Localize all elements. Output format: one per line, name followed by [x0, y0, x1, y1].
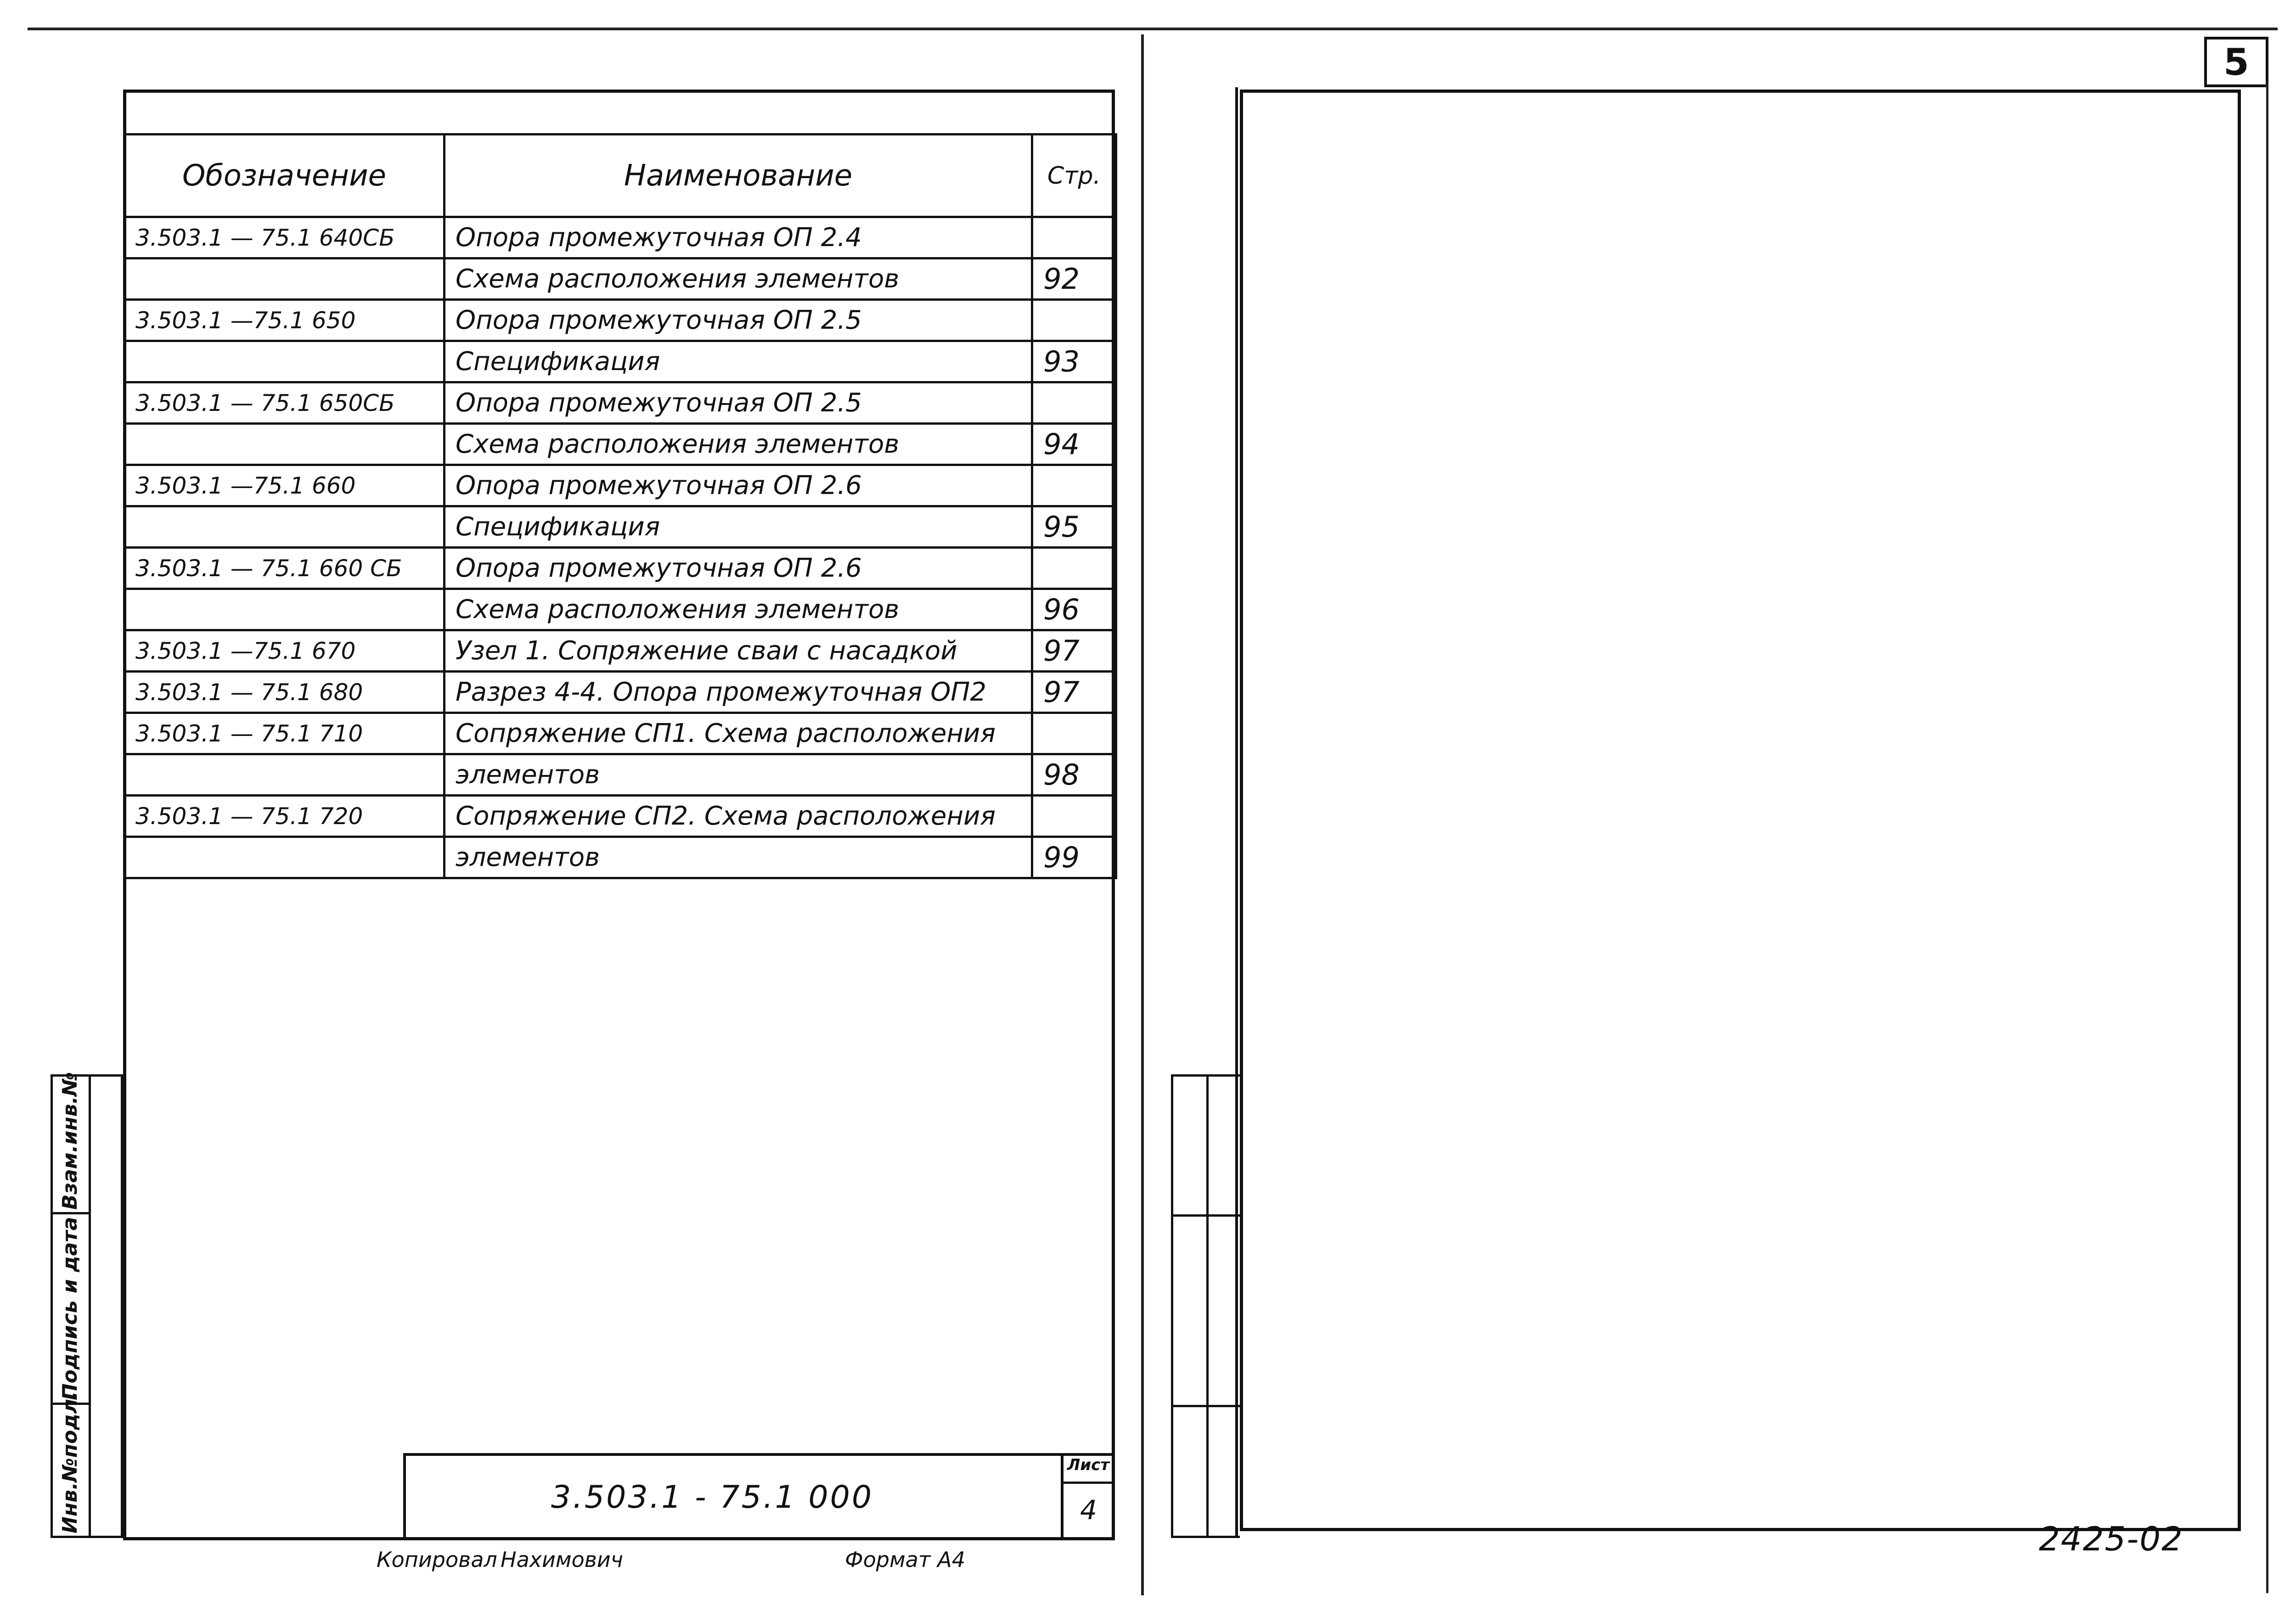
row-page: 97 — [1032, 672, 1116, 713]
row-name: элементов — [445, 837, 1032, 878]
page-number: 5 — [2204, 37, 2268, 87]
sheet-box-separator — [1064, 1482, 1115, 1484]
row-name: Схема расположения элементов — [445, 258, 1032, 300]
row-page — [1032, 217, 1116, 258]
row-name: Разрез 4-4. Опора промежуточная ОП2 — [445, 672, 1032, 713]
row-name: Опора промежуточная ОП 2.6 — [445, 465, 1032, 506]
table-row — [124, 630, 1116, 672]
table-row — [124, 754, 1116, 796]
row-page: 97 — [1032, 630, 1116, 672]
contents-table — [123, 133, 1117, 879]
row-page: 94 — [1032, 424, 1116, 465]
table-row — [124, 465, 1116, 506]
row-page — [1032, 465, 1116, 506]
row-designation — [124, 837, 445, 878]
row-name: Спецификация — [445, 506, 1032, 548]
row-designation — [124, 754, 445, 796]
row-designation: 3.503.1 — 75.1 710 — [124, 713, 445, 754]
archive-number: 2425-02 — [2039, 1520, 2183, 1558]
table-row — [124, 258, 1116, 300]
row-name: Схема расположения элементов — [445, 424, 1032, 465]
row-page — [1032, 713, 1116, 754]
right-side-stamp — [1171, 1074, 1240, 1538]
row-page: 95 — [1032, 506, 1116, 548]
row-page — [1032, 796, 1116, 837]
contents-header-row — [124, 135, 1116, 217]
row-name: Сопряжение СП2. Схема расположения — [445, 796, 1032, 837]
table-row — [124, 341, 1116, 382]
row-page: 96 — [1032, 589, 1116, 630]
table-row — [124, 506, 1116, 548]
row-page: 99 — [1032, 837, 1116, 878]
stamp-replacement-inventory: Взам.инв.№ — [58, 1072, 82, 1210]
stamp-signature-date: Подпись и дата — [58, 1217, 82, 1400]
row-designation: 3.503.1 —75.1 650 — [124, 300, 445, 341]
row-name: Спецификация — [445, 341, 1032, 382]
table-row — [124, 424, 1116, 465]
sheet-number-box — [1061, 1453, 1115, 1540]
row-page: 98 — [1032, 754, 1116, 796]
table-row — [124, 796, 1116, 837]
header-page: Стр. — [1032, 135, 1116, 217]
header-designation: Обозначение — [124, 135, 445, 217]
row-name: Опора промежуточная ОП 2.5 — [445, 300, 1032, 341]
row-designation: 3.503.1 — 75.1 640СБ — [124, 217, 445, 258]
row-name: элементов — [445, 754, 1032, 796]
right-stamp-divider — [1206, 1077, 1209, 1536]
top-rule — [28, 28, 2278, 30]
row-designation — [124, 341, 445, 382]
row-designation — [124, 589, 445, 630]
right-stamp-line-2 — [1173, 1405, 1242, 1407]
stamp-cell-signature — [53, 1214, 89, 1405]
row-designation: 3.503.1 — 75.1 680 — [124, 672, 445, 713]
row-name: Узел 1. Сопряжение сваи с насадкой — [445, 630, 1032, 672]
contents-body — [124, 217, 1116, 878]
right-stamp-line-1 — [1173, 1214, 1242, 1217]
footer-author: Нахимович — [501, 1547, 623, 1572]
row-name: Опора промежуточная ОП 2.4 — [445, 217, 1032, 258]
row-name: Сопряжение СП1. Схема расположения — [445, 713, 1032, 754]
table-row — [124, 300, 1116, 341]
row-page — [1032, 548, 1116, 589]
side-stamp — [51, 1074, 123, 1538]
sheet-label: Лист — [1067, 1456, 1109, 1474]
row-name: Схема расположения элементов — [445, 589, 1032, 630]
header-name: Наименование — [445, 135, 1032, 217]
footer-copied: Копировал — [377, 1547, 497, 1572]
table-row — [124, 548, 1116, 589]
table-row — [124, 589, 1116, 630]
stamp-cell-original — [53, 1391, 89, 1538]
row-designation: 3.503.1 —75.1 660 — [124, 465, 445, 506]
stamp-cell-replacement — [53, 1072, 89, 1214]
row-designation — [124, 506, 445, 548]
row-page: 93 — [1032, 341, 1116, 382]
row-designation: 3.503.1 — 75.1 720 — [124, 796, 445, 837]
table-row — [124, 382, 1116, 424]
row-designation: 3.503.1 —75.1 670 — [124, 630, 445, 672]
footer-format: Формат А4 — [845, 1547, 965, 1572]
row-designation: 3.503.1 — 75.1 660 СБ — [124, 548, 445, 589]
stamp-original-inventory: Инв.№подл. — [58, 1391, 82, 1533]
table-row — [124, 217, 1116, 258]
row-name: Опора промежуточная ОП 2.6 — [445, 548, 1032, 589]
table-row — [124, 672, 1116, 713]
table-row — [124, 837, 1116, 878]
document-code: 3.503.1 - 75.1 000 — [551, 1479, 874, 1516]
stamp-divider — [89, 1077, 91, 1536]
row-designation — [124, 258, 445, 300]
sheet-number: 4 — [1080, 1494, 1097, 1526]
right-edge-line — [2266, 83, 2268, 1593]
row-designation — [124, 424, 445, 465]
table-row — [124, 713, 1116, 754]
row-page — [1032, 300, 1116, 341]
row-page: 92 — [1032, 258, 1116, 300]
row-page — [1032, 382, 1116, 424]
row-name: Опора промежуточная ОП 2.5 — [445, 382, 1032, 424]
center-divider — [1141, 34, 1144, 1595]
right-sheet-frame — [1240, 90, 2241, 1531]
row-designation: 3.503.1 — 75.1 650СБ — [124, 382, 445, 424]
